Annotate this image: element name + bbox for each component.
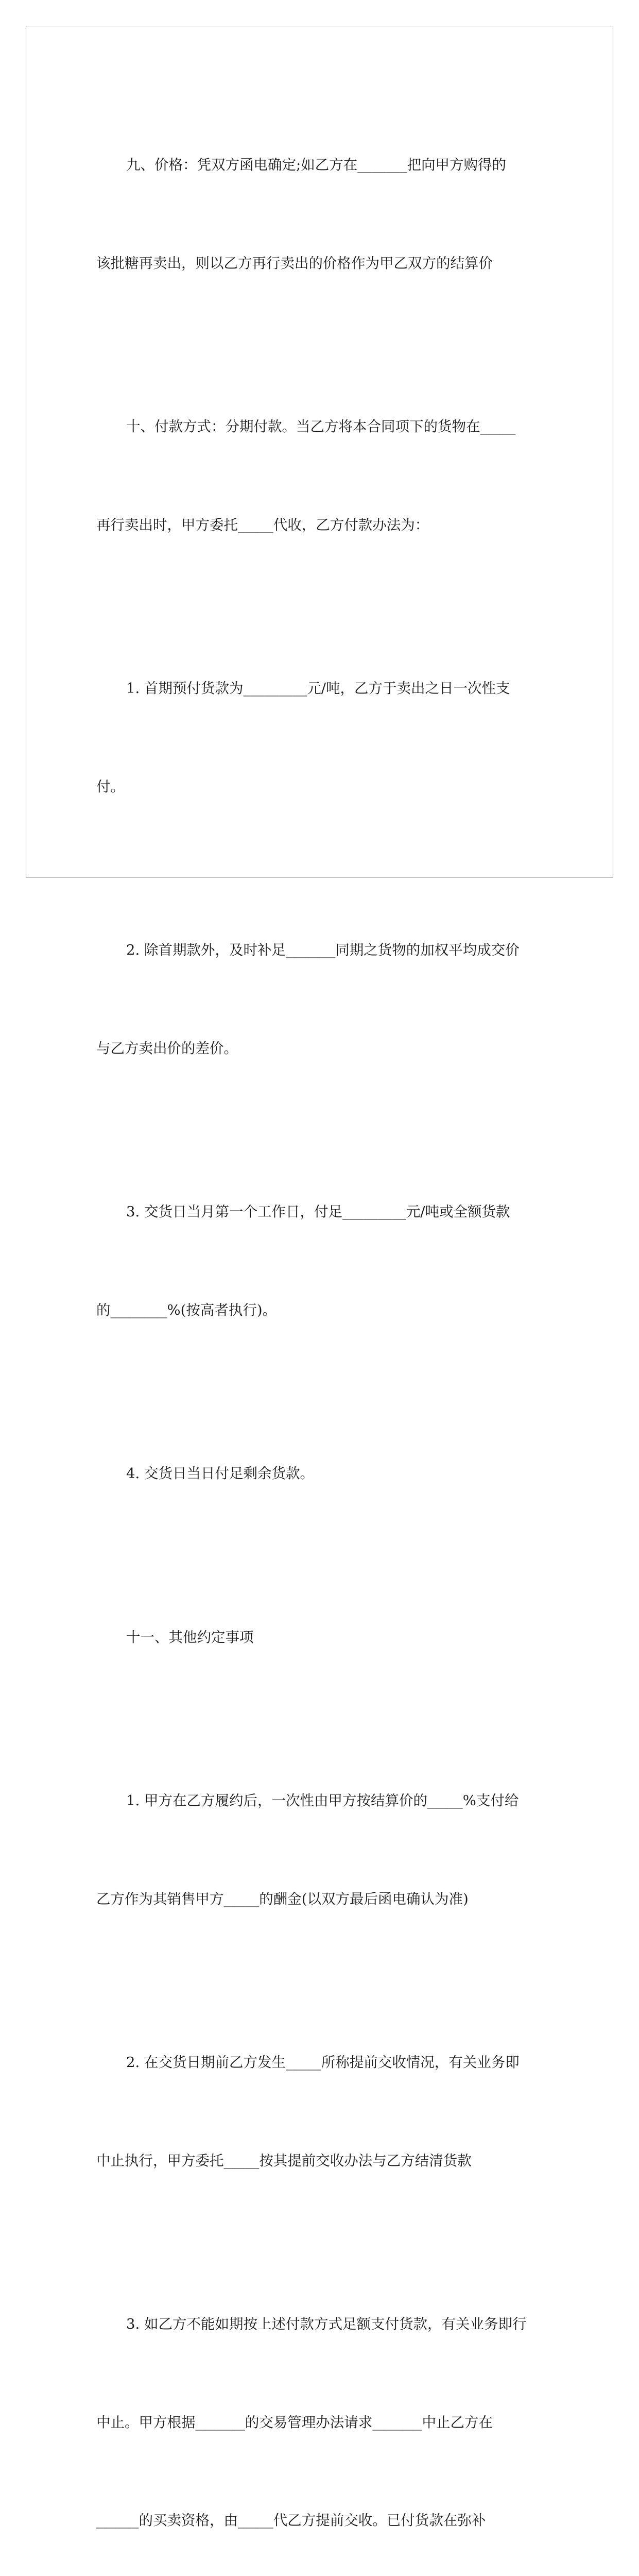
other-item-2 (96, 1981, 544, 2243)
text-line: 2. 在交货日期前乙方发生_____所称提前交收情况，有关业务即 (126, 2054, 520, 2071)
text-line: 1. 甲方在乙方履约后，一次性由甲方按结算价的_____%支付给 (126, 1792, 519, 1809)
text-line: 与乙方卖出价的差价。 (96, 1040, 238, 1057)
payment-item-1 (96, 607, 544, 869)
text-line: 十、付款方式：分期付款。当乙方将本合同项下的货物在_____ (126, 418, 516, 435)
text-line: 乙方作为其销售甲方_____的酬金(以双方最后函电确认为准) (96, 1890, 469, 1907)
text-line: 的________%(按高者执行)。 (96, 1301, 277, 1318)
clause-11-heading (96, 1556, 544, 1720)
text-line: 九、价格：凭双方函电确定;如乙方在_______把向甲方购得的 (126, 157, 507, 173)
text-line: 1. 首期预付货款为_________元/吨，乙方于卖出之日一次性支 (126, 680, 510, 697)
text-line: 3. 如乙方不能如期按上述付款方式足额支付货款，有关业务即行 (126, 2316, 527, 2332)
text-line: 中止。甲方根据_______的交易管理办法请求_______中止乙方在 (96, 2414, 493, 2431)
other-item-3 (96, 2243, 544, 2576)
clause-9-price (96, 83, 544, 345)
text-line: 该批糖再卖出，则以乙方再行卖出的价格作为甲乙双方的结算价 (96, 255, 493, 272)
payment-item-4 (96, 1392, 544, 1556)
text-line: 付。 (96, 778, 125, 795)
text-line: 中止执行，甲方委托_____按其提前交收办法与乙方结清货款 (96, 2152, 472, 2169)
text-line: 十一、其他约定事项 (126, 1629, 254, 1646)
payment-item-3 (96, 1130, 544, 1392)
text-line: ______的买卖资格，由_____代乙方提前交收。已付货款在弥补 (96, 2512, 486, 2529)
payment-item-2 (96, 869, 544, 1130)
text-line: 再行卖出时，甲方委托_____代收，乙方付款办法为： (96, 516, 429, 533)
text-line: 4. 交货日当日付足剩余货款。 (126, 1465, 314, 1482)
clause-10-payment-method (96, 345, 544, 607)
text-line: 3. 交货日当月第一个工作日，付足_________元/吨或全额货款 (126, 1204, 510, 1220)
other-item-1 (96, 1719, 544, 1981)
document-body (96, 83, 544, 2576)
text-line: 2. 除首期款外，及时补足_______同期之货物的加权平均成交价 (126, 942, 520, 958)
